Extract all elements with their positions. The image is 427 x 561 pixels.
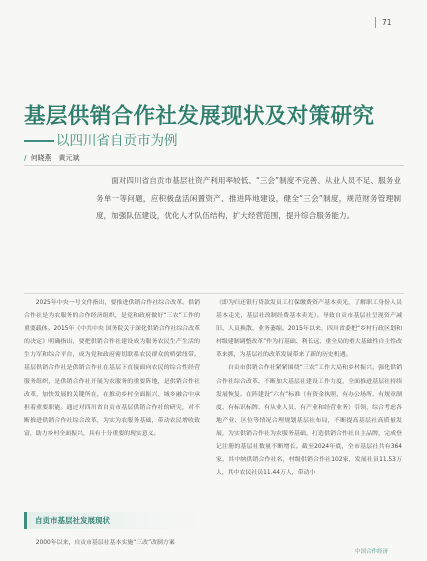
left-paragraph: 2025年中央一号文件指出，要推进供销合作社综合改革。供销合作社是为农服务的合作经济组织，是党和政府做好“三农”工作的重要载体。2015年《中共中央 国务院关于深化供销合作社综合改革的决定》明确指出，要把供销合作社建设成为服务农民生产生活的生力军和综合平台，成为党和政府密切联系农民群众的桥梁纽带。基层供销合作社是供销合作社在基层下直接面向农民的综合性经营服务组织，是供销合作社开展为农服务的重要阵地，是供销合作社改革，加快发展的关键所在，在推动乡村全面振兴、城乡融合中承担着重要职能。通过对四川省自贡市基层供销合作社的研究，对不断推进供销合作社综合改革，为实为农服务基础，带动农民增收致富，助力乡村全面振兴，具有十分重要的现实意义。 [24, 300, 200, 437]
right-column [216, 297, 402, 480]
page-number: 71 [382, 18, 392, 27]
footer-brand: 中国合作经济 [355, 549, 389, 555]
authors: 何晓燕 黄元斌 [30, 154, 80, 162]
article-subtitle-text: 以四川省自贡市为例 [56, 133, 178, 149]
left-column [24, 297, 200, 441]
section-heading-text: 自贡市基层社发展现状 [35, 516, 110, 525]
left-column-tail: 2000年以来，自贡市基层社基本实施“三改”改制方案 [35, 540, 175, 546]
section-heading [24, 512, 200, 529]
section-divider [24, 293, 404, 294]
article-title: 基层供销合作社发展现状及对策研究 [24, 104, 375, 129]
page-number-divider [375, 17, 376, 28]
right-paragraph-continued: （即为归还银行贷款发员工打保缴费资产基本卖光，了解职工身份人员基本走光，基层社改制经费基本卖光）。导致自贡市基层社呈现资产减旧、人员换散、业务萎缩。2015年以来，四川省委把“乡村行政区划和村级建制调整改革”作为打基础、利长远、重全局的重大基础性自主性改革来抓，为基层社的改革发展带来了新的历史机遇。 [216, 300, 402, 359]
right-paragraph: 自贡市供销合作社紧紧围绕“三农”工作大局和乡村振兴，强化供销合作社综合改革，不断加大基层社建设工作力度，全面推进基层社持续发展恢复。在阵建设“六有”标准（有资金执照、有办公场所、有规章制度、有标识标牌、有从业人员、有产业和经营业务）引领，综合考虑各地产业、区位等情况合理规划基层社布局，不断提高基层社高质量发展，为实供销合作社为农服务基础，打造供销合作社自主品牌，完成登记注册的基层社数量不断增长。截至2024年底，全市基层社共有364家，其中纳供销合作社名，村级供销合作社102家，发展社员11.53万人，其中农民社员11.44万人，带动小 [216, 365, 402, 477]
abstract: 面对四川省自贡市基层社资产利用率较低、“三会”制度不完善、从业人员不足、服务业务单一等问题，应积极盘活闲置资产、推进阵地建设，健全“三会”制度，规范财务管理制度，加强队伍建设，优化人才队伍结构，扩大经营范围，提升综合服务能力。 [96, 176, 401, 220]
author-prefix: / [24, 154, 27, 162]
author-rule [24, 165, 404, 166]
author-line [24, 153, 80, 163]
subtitle-dash [24, 140, 54, 142]
article-subtitle [24, 129, 178, 149]
